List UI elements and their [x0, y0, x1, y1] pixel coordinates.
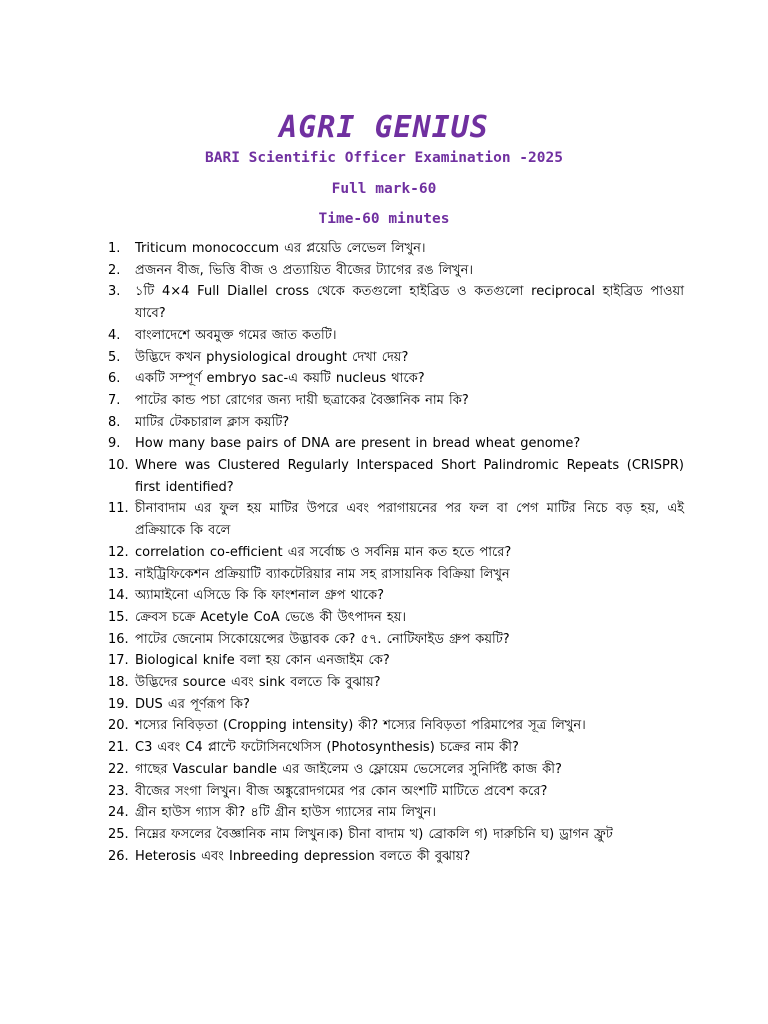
question-number: 9.	[108, 436, 121, 452]
question-item	[108, 368, 684, 390]
question-item	[108, 650, 684, 672]
question-item	[108, 412, 684, 434]
question-item	[108, 564, 684, 586]
question-number: 22.	[108, 761, 129, 777]
question-number: 5.	[108, 349, 121, 365]
question-item	[108, 433, 684, 455]
question-text: নিম্নের ফসলের বৈজ্ঞানিক নাম লিখুন।ক) চীনা বাদাম খ) ব্রোকলি গ) দারুচিনি ঘ) ড্রাগন ফ্রুট	[135, 826, 613, 842]
question-text: উদ্ভিদের source এবং sink বলতে কি বুঝায়?	[135, 675, 381, 691]
question-number: 19.	[108, 696, 129, 712]
question-item	[108, 347, 684, 369]
question-number: 14.	[108, 588, 129, 604]
question-number: 18.	[108, 675, 129, 691]
question-number: 21.	[108, 740, 129, 756]
question-item	[108, 694, 684, 716]
question-item	[108, 281, 684, 324]
exam-name: BARI Scientific Officer Examination -2025	[205, 150, 563, 166]
question-item	[108, 260, 684, 282]
question-text: ক্রেবস চক্রে Acetyle CoA ভেঙে কী উৎপাদন হয়।	[135, 609, 407, 625]
question-text: মাটির টেকচারাল ক্লাস কয়টি?	[135, 414, 290, 430]
question-text: Where was Clustered Regularly Interspaced Short Palindromic Repeats (CRISPR) first identified?	[135, 458, 684, 495]
question-number: 25.	[108, 826, 129, 842]
question-number: 7.	[108, 392, 121, 408]
question-number: 16.	[108, 631, 129, 647]
question-item	[108, 824, 684, 846]
question-text: How many base pairs of DNA are present in bread wheat genome?	[135, 436, 581, 452]
question-item	[108, 737, 684, 759]
question-item	[108, 390, 684, 412]
question-number: 10.	[108, 458, 129, 474]
question-number: 1.	[108, 241, 121, 256]
question-item	[108, 455, 684, 498]
question-text: correlation co-efficient এর সর্বোচ্চ ও সর্বনিম্ন মান কত হতে পারে?	[135, 544, 512, 560]
question-number: 13.	[108, 566, 129, 582]
question-number: 2.	[108, 262, 121, 278]
question-item	[108, 238, 684, 260]
question-text: গ্রীন হাউস গ্যাস কী? ৪টি গ্রীন হাউস গ্যাসের নাম লিখুন।	[135, 805, 436, 821]
question-number: 3.	[108, 284, 121, 300]
question-text: অ্যামাইনো এসিডে কি কি ফাংশনাল গ্রুপ থাকে?	[135, 588, 384, 604]
question-text: বীজের সংগা লিখুন। বীজ অঙ্কুরোদগমের পর কোন অংশটি মাটিতে প্রবেশ করে?	[135, 783, 548, 799]
question-list	[108, 238, 684, 867]
question-item	[108, 672, 684, 694]
question-text: Heterosis এবং Inbreeding depression বলতে কী বুঝায়?	[135, 848, 471, 864]
question-number: 11.	[108, 501, 129, 517]
time-limit: Time-60 minutes	[318, 211, 450, 227]
question-item	[108, 498, 684, 541]
question-number: 8.	[108, 414, 121, 430]
question-text: Biological knife বলা হয় কোন এনজাইম কে?	[135, 653, 390, 669]
question-text: চীনাবাদাম এর ফুল হয় মাটির উপরে এবং পরাগায়নের পর ফল বা পেগ মাটির নিচে বড় হয়, এই প্রক্রিয়াকে কি বলে	[135, 501, 684, 539]
question-text: প্রজনন বীজ, ভিত্তি বীজ ও প্রত্যায়িত বীজের ট্যাগের রঙ লিখুন।	[135, 262, 473, 278]
question-item	[108, 846, 684, 868]
question-number: 6.	[108, 371, 121, 387]
page-title: AGRI GENIUS	[279, 110, 489, 145]
question-text: পাটের কান্ড পচা রোগের জন্য দায়ী ছত্রাকের বৈজ্ঞানিক নাম কি?	[135, 392, 469, 408]
question-text: শস্যের নিবিড়তা (Cropping intensity) কী? শস্যের নিবিড়তা পরিমাপের সূত্র লিখুন।	[135, 718, 586, 734]
question-text: গাছের Vascular bandle এর জাইলেম ও ফ্লোয়েম ভেসেলের সুনির্দিষ্ট কাজ কী?	[135, 761, 562, 777]
question-item	[108, 759, 684, 781]
question-item	[108, 629, 684, 651]
question-number: 15.	[108, 609, 129, 625]
question-item	[108, 542, 684, 564]
question-item	[108, 781, 684, 803]
question-text: নাইট্রিফিকেশন প্রক্রিয়াটি ব্যাকটেরিয়ার নাম সহ রাসায়নিক বিক্রিয়া লিখুন	[135, 566, 510, 582]
question-number: 20.	[108, 718, 129, 734]
question-number: 26.	[108, 848, 129, 864]
question-item	[108, 325, 684, 347]
question-text: C3 এবং C4 প্লান্টে ফটোসিনথেসিস (Photosynthesis) চক্রের নাম কী?	[135, 740, 519, 756]
question-text: ১টি 4×4 Full Diallel cross থেকে কতগুলো হাইব্রিড ও কতগুলো reciprocal হাইব্রিড পাওয়া যাবে?	[135, 284, 684, 322]
question-text: পাটের জেনোম সিকোয়েন্সের উদ্ভাবক কে? ৫৭. নোটিফাইড গ্রুপ কয়টি?	[135, 631, 510, 647]
question-number: 23.	[108, 783, 129, 799]
question-number: 17.	[108, 653, 129, 669]
question-text: Triticum monococcum এর প্লয়েডি লেভেল লিখুন।	[135, 241, 426, 256]
full-mark: Full mark-60	[331, 181, 437, 197]
question-number: 4.	[108, 327, 121, 343]
question-number: 24.	[108, 805, 129, 821]
question-text: উদ্ভিদে কখন physiological drought দেখা দেয়?	[135, 349, 409, 365]
question-item	[108, 607, 684, 629]
question-item	[108, 585, 684, 607]
question-item	[108, 715, 684, 737]
question-text: একটি সম্পূর্ণ embryo sac-এ কয়টি nucleus থাকে?	[135, 371, 425, 387]
question-item	[108, 802, 684, 824]
question-text: বাংলাদেশে অবমুক্ত গমের জাত কতটি।	[135, 327, 337, 343]
question-number: 12.	[108, 544, 129, 560]
question-text: DUS এর পূর্ণরূপ কি?	[135, 696, 250, 712]
